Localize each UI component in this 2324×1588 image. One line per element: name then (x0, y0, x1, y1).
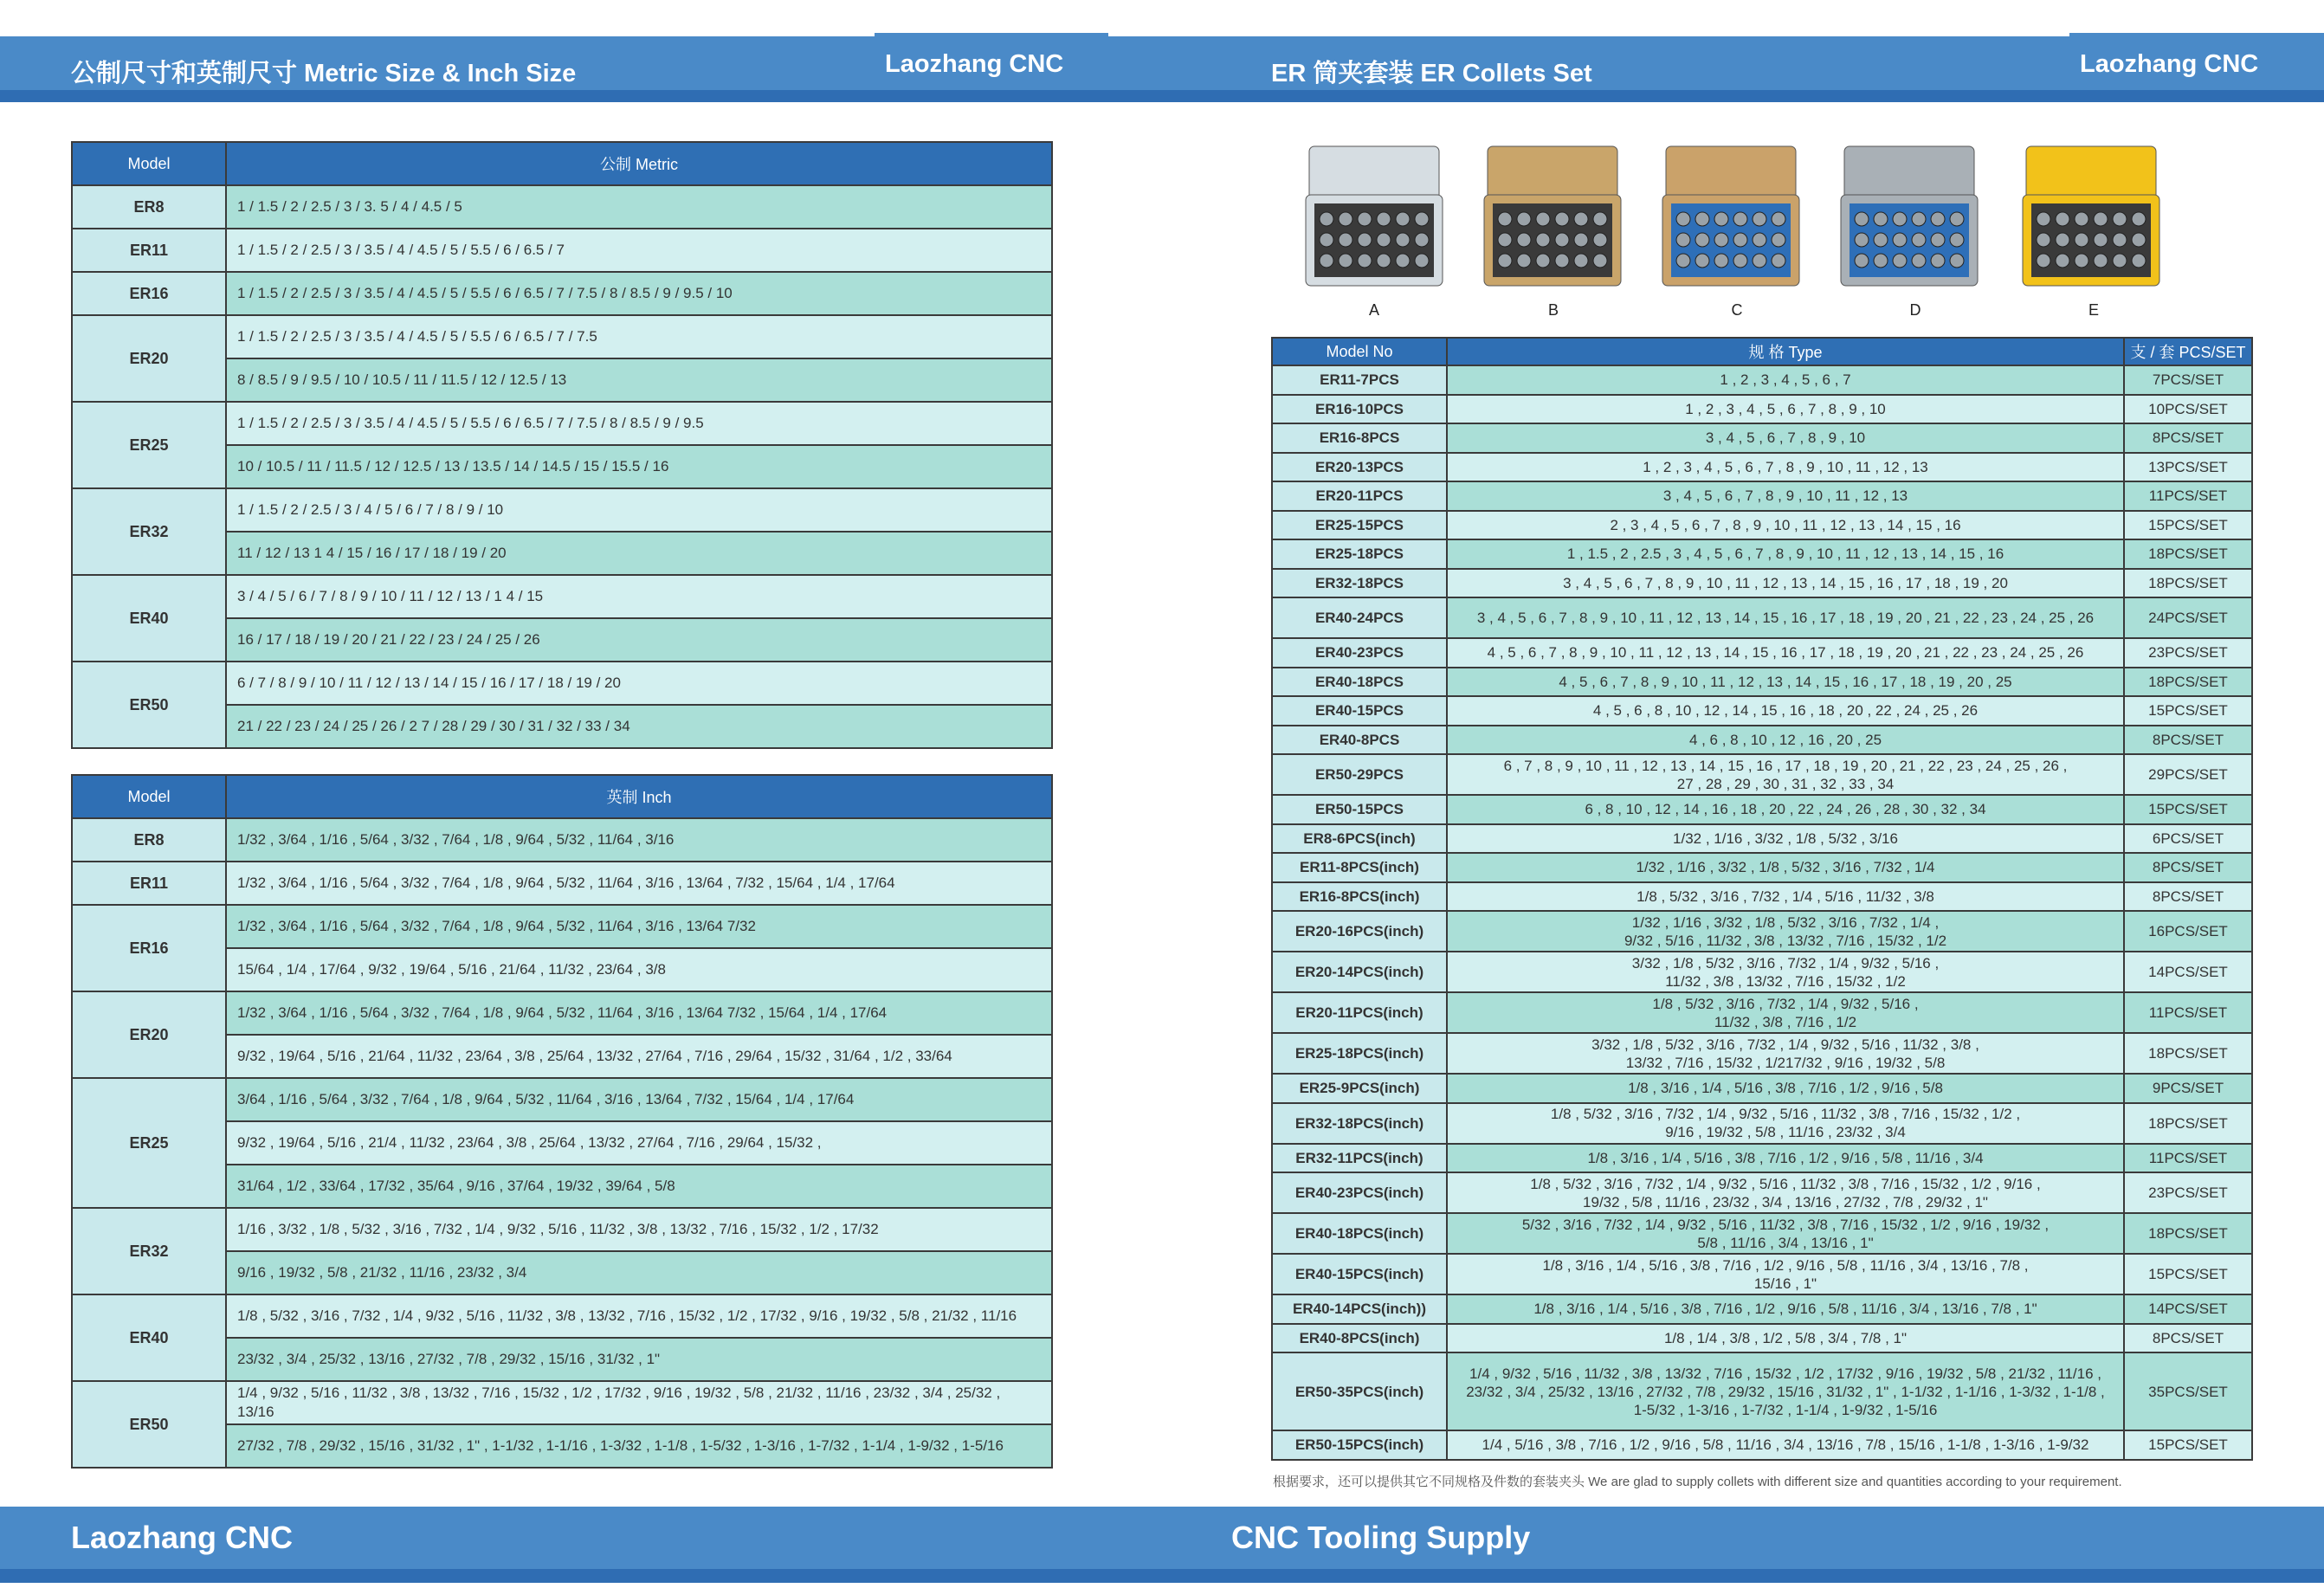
sets-type-cell: 6 , 7 , 8 , 9 , 10 , 11 , 12 , 13 , 14 , 15 , 16 , 17 , 18 , 19 , 20 , 21 , 22 , 23 , 24 , 25 , 26 , 27 , 28 , 29 , 30 , 31 , 32 , 33 , 34 (1447, 754, 2124, 795)
right-page-title: ER 筒夹套装 ER Collets Set (1271, 60, 1592, 87)
sets-model-cell: ER11-7PCS (1272, 365, 1447, 395)
sets-type-cell: 3 , 4 , 5 , 6 , 7 , 8 , 9 , 10 , 11 , 12 , 13 (1447, 481, 2124, 511)
sets-row (1272, 1033, 2252, 1074)
sets-model-cell: ER40-8PCS(inch) (1272, 1324, 1447, 1353)
metric-value-cell: 16 / 17 / 18 / 19 / 20 / 21 / 22 / 23 / 24 / 25 / 26 (226, 618, 1052, 662)
metric-row (72, 272, 1052, 315)
sets-model-cell: ER50-35PCS(inch) (1272, 1352, 1447, 1430)
top-header-stripe (0, 90, 2324, 102)
right-brand-name: Laozhang CNC (2080, 50, 2259, 78)
metric-value-cell: 1 / 1.5 / 2 / 2.5 / 3 / 3.5 / 4 / 4.5 / 5 / 5.5 / 6 / 6.5 / 7 / 7.5 (226, 315, 1052, 358)
sets-type-cell: 1 , 1.5 , 2 , 2.5 , 3 , 4 , 5 , 6 , 7 , 8 , 9 , 10 , 11 , 12 , 13 , 14 , 15 , 16 (1447, 539, 2124, 569)
inch-value-cell: 31/64 , 1/2 , 33/64 , 17/32 , 35/64 , 9/16 , 37/64 , 19/32 , 39/64 , 5/8 (226, 1165, 1052, 1208)
sets-model-cell: ER20-14PCS(inch) (1272, 952, 1447, 992)
sets-model-cell: ER32-18PCS(inch) (1272, 1103, 1447, 1144)
sets-qty-cell: 18PCS/SET (2124, 668, 2252, 697)
metric-model-cell: ER11 (72, 229, 226, 272)
footer-band (0, 1507, 2324, 1569)
sets-type-cell: 1 , 2 , 3 , 4 , 5 , 6 , 7 , 8 , 9 , 10 (1447, 395, 2124, 424)
inch-value-cell: 27/32 , 7/8 , 29/32 , 15/16 , 31/32 , 1" , 1-1/32 , 1-1/16 , 1-3/32 , 1-1/8 , 1-5/32 , 1-3/16 , 1-7/32 , 1-1/4 , 1-9/32 , 1-5/16 (226, 1424, 1052, 1468)
inch-row (72, 1294, 1052, 1338)
sets-type-cell: 3/32 , 1/8 , 5/32 , 3/16 , 7/32 , 1/4 , 9/32 , 5/16 , 11/32 , 3/8 , 13/32 , 7/16 , 15/32 , 1/2 (1447, 952, 2124, 992)
metric-row (72, 402, 1052, 445)
metric-model-cell: ER16 (72, 272, 226, 315)
metric-value-cell: 1 / 1.5 / 2 / 2.5 / 3 / 3.5 / 4 / 4.5 / 5 / 5.5 / 6 / 6.5 / 7 (226, 229, 1052, 272)
collet-case-label: E (2088, 301, 2099, 319)
sets-row (1272, 511, 2252, 540)
inch-model-cell: ER32 (72, 1208, 226, 1294)
inch-model-cell: ER11 (72, 862, 226, 905)
sets-type-cell: 1/8 , 1/4 , 3/8 , 1/2 , 5/8 , 3/4 , 7/8 , 1" (1447, 1324, 2124, 1353)
sets-qty-cell: 15PCS/SET (2124, 1430, 2252, 1460)
sets-row (1272, 453, 2252, 482)
metric-row (72, 488, 1052, 532)
sets-type-cell: 6 , 8 , 10 , 12 , 14 , 16 , 18 , 20 , 22 , 24 , 26 , 28 , 30 , 32 , 34 (1447, 795, 2124, 824)
sets-type-cell: 1/8 , 5/32 , 3/16 , 7/32 , 1/4 , 9/32 , 5/16 , 11/32 , 3/8 , 7/16 , 1/2 (1447, 992, 2124, 1033)
sets-qty-cell: 15PCS/SET (2124, 795, 2252, 824)
metric-model-cell: ER25 (72, 402, 226, 488)
sets-type-cell: 1/8 , 3/16 , 1/4 , 5/16 , 3/8 , 7/16 , 1/2 , 9/16 , 5/8 , 11/16 , 3/4 (1447, 1144, 2124, 1173)
sets-row (1272, 423, 2252, 453)
collet-case-image (1836, 143, 1983, 294)
metric-model-cell: ER32 (72, 488, 226, 575)
sets-row (1272, 395, 2252, 424)
sets-row (1272, 911, 2252, 952)
metric-row (72, 662, 1052, 705)
sets-model-cell: ER20-11PCS(inch) (1272, 992, 1447, 1033)
metric-value-cell: 8 / 8.5 / 9 / 9.5 / 10 / 10.5 / 11 / 11.5 / 12 / 12.5 / 13 (226, 358, 1052, 402)
sets-row (1272, 539, 2252, 569)
metric-row (72, 185, 1052, 229)
sets-row (1272, 824, 2252, 854)
inch-row (72, 905, 1052, 948)
sets-model-cell: ER16-8PCS (1272, 423, 1447, 453)
sets-model-cell: ER40-24PCS (1272, 597, 1447, 638)
sets-type-cell: 1 , 2 , 3 , 4 , 5 , 6 , 7 , 8 , 9 , 10 , 11 , 12 , 13 (1447, 453, 2124, 482)
sets-row (1272, 952, 2252, 992)
inch-model-cell: ER25 (72, 1078, 226, 1208)
sets-qty-cell: 35PCS/SET (2124, 1352, 2252, 1430)
metric-value-cell: 21 / 22 / 23 / 24 / 25 / 26 / 2 7 / 28 / 29 / 30 / 31 / 32 / 33 / 34 (226, 705, 1052, 748)
sets-model-cell: ER40-15PCS(inch) (1272, 1254, 1447, 1294)
inch-col-model: Model (72, 775, 226, 818)
sets-model-cell: ER40-18PCS (1272, 668, 1447, 697)
sets-qty-cell: 11PCS/SET (2124, 992, 2252, 1033)
sets-type-cell: 1/32 , 1/16 , 3/32 , 1/8 , 5/32 , 3/16 (1447, 824, 2124, 854)
collet-case-label: D (1909, 301, 1921, 319)
inch-row (72, 991, 1052, 1035)
inch-value-cell: 23/32 , 3/4 , 25/32 , 13/16 , 27/32 , 7/8 , 29/32 , 15/16 , 31/32 , 1" (226, 1338, 1052, 1381)
inch-row (72, 862, 1052, 905)
sets-type-cell: 4 , 5 , 6 , 7 , 8 , 9 , 10 , 11 , 12 , 13 , 14 , 15 , 16 , 17 , 18 , 19 , 20 , 21 , 22 , 23 , 24 , 25 , 26 (1447, 638, 2124, 668)
collet-case-label: A (1368, 301, 1379, 319)
collet-case-image (1301, 143, 1448, 294)
sets-model-cell: ER20-16PCS(inch) (1272, 911, 1447, 952)
sets-qty-cell: 8PCS/SET (2124, 882, 2252, 912)
metric-value-cell: 1 / 1.5 / 2 / 2.5 / 3 / 3.5 / 4 / 4.5 / 5 / 5.5 / 6 / 6.5 / 7 / 7.5 / 8 / 8.5 / 9 / 9.5 (226, 402, 1052, 445)
sets-row (1272, 1352, 2252, 1430)
sets-model-cell: ER40-23PCS(inch) (1272, 1172, 1447, 1213)
sets-qty-cell: 23PCS/SET (2124, 638, 2252, 668)
inch-value-cell: 9/32 , 19/64 , 5/16 , 21/4 , 11/32 , 23/64 , 3/8 , 25/64 , 13/32 , 27/64 , 7/16 , 29/64 , 15/32 , (226, 1121, 1052, 1165)
sets-type-cell: 1/8 , 3/16 , 1/4 , 5/16 , 3/8 , 7/16 , 1/2 , 9/16 , 5/8 , 11/16 , 3/4 , 13/16 , 7/8 , 15/16 , 1" (1447, 1254, 2124, 1294)
inch-model-cell: ER20 (72, 991, 226, 1078)
sets-row (1272, 1213, 2252, 1254)
sets-type-cell: 4 , 5 , 6 , 7 , 8 , 9 , 10 , 11 , 12 , 13 , 14 , 15 , 16 , 17 , 18 , 19 , 20 , 25 (1447, 668, 2124, 697)
metric-value-cell: 1 / 1.5 / 2 / 2.5 / 3 / 3. 5 / 4 / 4.5 / 5 (226, 185, 1052, 229)
sets-qty-cell: 14PCS/SET (2124, 952, 2252, 992)
collet-case-image (1479, 143, 1626, 294)
sets-type-cell: 1/8 , 3/16 , 1/4 , 5/16 , 3/8 , 7/16 , 1/2 , 9/16 , 5/8 , 11/16 , 3/4 , 13/16 , 7/8 , 1" (1447, 1294, 2124, 1324)
sets-model-cell: ER40-14PCS(inch)) (1272, 1294, 1447, 1324)
sets-type-cell: 3/32 , 1/8 , 5/32 , 3/16 , 7/32 , 1/4 , 9/32 , 5/16 , 11/32 , 3/8 , 13/32 , 7/16 , 15/32 , 1/217/32 , 9/16 , 19/32 , 5/8 (1447, 1033, 2124, 1074)
sets-row (1272, 754, 2252, 795)
sets-row (1272, 882, 2252, 912)
sets-row (1272, 1324, 2252, 1353)
sets-qty-cell: 15PCS/SET (2124, 511, 2252, 540)
sets-qty-cell: 18PCS/SET (2124, 539, 2252, 569)
inch-value-cell: 1/4 , 9/32 , 5/16 , 11/32 , 3/8 , 13/32 , 7/16 , 15/32 , 1/2 , 17/32 , 9/16 , 19/32 , 5/8 , 21/32 , 11/16 , 23/32 , 3/4 , 25/32 , 13/16 (226, 1381, 1052, 1424)
sets-model-cell: ER50-15PCS (1272, 795, 1447, 824)
sets-model-cell: ER50-29PCS (1272, 754, 1447, 795)
sets-row (1272, 1430, 2252, 1460)
sets-row (1272, 1172, 2252, 1213)
sets-qty-cell: 15PCS/SET (2124, 696, 2252, 726)
inch-row (72, 818, 1052, 862)
sets-row (1272, 365, 2252, 395)
metric-value-cell: 1 / 1.5 / 2 / 2.5 / 3 / 3.5 / 4 / 4.5 / 5 / 5.5 / 6 / 6.5 / 7 / 7.5 / 8 / 8.5 / 9 / 9.5 / 10 (226, 272, 1052, 315)
sets-row (1272, 668, 2252, 697)
sets-type-cell: 1/8 , 5/32 , 3/16 , 7/32 , 1/4 , 9/32 , 5/16 , 11/32 , 3/8 , 7/16 , 15/32 , 1/2 , 9/16 , 19/32 , 5/8 , 11/16 , 23/32 , 3/4 , 13/16 , 27/32 , 7/8 , 29/32 , 1" (1447, 1172, 2124, 1213)
metric-model-cell: ER8 (72, 185, 226, 229)
sets-qty-cell: 7PCS/SET (2124, 365, 2252, 395)
sets-row (1272, 1294, 2252, 1324)
metric-value-cell: 6 / 7 / 8 / 9 / 10 / 11 / 12 / 13 / 14 / 15 / 16 / 17 / 18 / 19 / 20 (226, 662, 1052, 705)
sets-qty-cell: 24PCS/SET (2124, 597, 2252, 638)
metric-col-values: 公制 Metric (226, 142, 1052, 185)
sets-model-cell: ER40-23PCS (1272, 638, 1447, 668)
inch-value-cell: 1/32 , 3/64 , 1/16 , 5/64 , 3/32 , 7/64 , 1/8 , 9/64 , 5/32 , 11/64 , 3/16 , 13/64 7/32 , 15/64 , 1/4 , 17/64 (226, 991, 1052, 1035)
collet-case-image (2017, 143, 2165, 294)
sets-model-cell: ER40-15PCS (1272, 696, 1447, 726)
metric-model-cell: ER20 (72, 315, 226, 402)
sets-row (1272, 795, 2252, 824)
sets-model-cell: ER25-18PCS(inch) (1272, 1033, 1447, 1074)
sets-qty-cell: 14PCS/SET (2124, 1294, 2252, 1324)
sets-qty-cell: 8PCS/SET (2124, 1324, 2252, 1353)
inch-value-cell: 1/16 , 3/32 , 1/8 , 5/32 , 3/16 , 7/32 , 1/4 , 9/32 , 5/16 , 11/32 , 3/8 , 13/32 , 7/16 , 15/32 , 1/2 , 17/32 (226, 1208, 1052, 1251)
sets-row (1272, 481, 2252, 511)
sets-qty-cell: 29PCS/SET (2124, 754, 2252, 795)
sets-qty-cell: 8PCS/SET (2124, 853, 2252, 882)
sets-col-qty: 支 / 套 PCS/SET (2124, 338, 2252, 365)
left-page-title: 公制尺寸和英制尺寸 Metric Size & Inch Size (71, 60, 577, 87)
sets-row (1272, 992, 2252, 1033)
sets-type-cell: 1 , 2 , 3 , 4 , 5 , 6 , 7 (1447, 365, 2124, 395)
metric-model-cell: ER50 (72, 662, 226, 748)
metric-model-cell: ER40 (72, 575, 226, 662)
inch-value-cell: 3/64 , 1/16 , 5/64 , 3/32 , 7/64 , 1/8 , 9/64 , 5/32 , 11/64 , 3/16 , 13/64 , 7/32 , 15/64 , 1/4 , 17/64 (226, 1078, 1052, 1121)
inch-value-cell: 9/32 , 19/64 , 5/16 , 21/64 , 11/32 , 23/64 , 3/8 , 25/64 , 13/32 , 27/64 , 7/16 , 29/64 , 15/32 , 31/64 , 1/2 , 33/64 (226, 1035, 1052, 1078)
collet-case-label: C (1731, 301, 1743, 319)
sets-qty-cell: 8PCS/SET (2124, 726, 2252, 755)
sets-type-cell: 1/4 , 9/32 , 5/16 , 11/32 , 3/8 , 13/32 , 7/16 , 15/32 , 1/2 , 17/32 , 9/16 , 19/32 , 5/8 , 21/32 , 11/16 , 23/32 , 3/4 , 25/32 , 13/16 , 27/32 , 7/8 , 29/32 , 15/16 , 31/32 , 1" , 1-1/32 , 1-1/16 , 1-3/32 , 1-1/8 , 1-5/32 , 1-3/16 , 1-7/32 , 1-1/4 , 1-9/32 , 1-5/16 (1447, 1352, 2124, 1430)
sets-type-cell: 3 , 4 , 5 , 6 , 7 , 8 , 9 , 10 , 11 , 12 , 13 , 14 , 15 , 16 , 17 , 18 , 19 , 20 , 21 , 22 , 23 , 24 , 25 , 26 (1447, 597, 2124, 638)
sets-type-cell: 4 , 6 , 8 , 10 , 12 , 16 , 20 , 25 (1447, 726, 2124, 755)
inch-value-cell: 1/32 , 3/64 , 1/16 , 5/64 , 3/32 , 7/64 , 1/8 , 9/64 , 5/32 , 11/64 , 3/16 , 13/64 7/32 (226, 905, 1052, 948)
sets-model-cell: ER16-10PCS (1272, 395, 1447, 424)
sets-qty-cell: 8PCS/SET (2124, 423, 2252, 453)
sets-qty-cell: 18PCS/SET (2124, 1033, 2252, 1074)
inch-value-cell: 15/64 , 1/4 , 17/64 , 9/32 , 19/64 , 5/16 , 21/64 , 11/32 , 23/64 , 3/8 (226, 948, 1052, 991)
sets-qty-cell: 16PCS/SET (2124, 911, 2252, 952)
sets-type-cell: 1/4 , 5/16 , 3/8 , 7/16 , 1/2 , 9/16 , 5/8 , 11/16 , 3/4 , 13/16 , 7/8 , 15/16 , 1-1/8 , 1-3/16 , 1-9/32 (1447, 1430, 2124, 1460)
sets-row (1272, 726, 2252, 755)
sets-row (1272, 696, 2252, 726)
sets-type-cell: 3 , 4 , 5 , 6 , 7 , 8 , 9 , 10 (1447, 423, 2124, 453)
sets-model-cell: ER40-8PCS (1272, 726, 1447, 755)
sets-type-cell: 3 , 4 , 5 , 6 , 7 , 8 , 9 , 10 , 11 , 12 , 13 , 14 , 15 , 16 , 17 , 18 , 19 , 20 (1447, 569, 2124, 598)
sets-model-cell: ER20-13PCS (1272, 453, 1447, 482)
sets-type-cell: 1/8 , 3/16 , 1/4 , 5/16 , 3/8 , 7/16 , 1/2 , 9/16 , 5/8 (1447, 1074, 2124, 1103)
sets-qty-cell: 23PCS/SET (2124, 1172, 2252, 1213)
sets-model-cell: ER32-11PCS(inch) (1272, 1144, 1447, 1173)
metric-value-cell: 1 / 1.5 / 2 / 2.5 / 3 / 4 / 5 / 6 / 7 / 8 / 9 / 10 (226, 488, 1052, 532)
sets-type-cell: 1/32 , 1/16 , 3/32 , 1/8 , 5/32 , 3/16 , 7/32 , 1/4 (1447, 853, 2124, 882)
metric-row (72, 575, 1052, 618)
sets-row (1272, 597, 2252, 638)
sets-qty-cell: 13PCS/SET (2124, 453, 2252, 482)
sets-model-cell: ER32-18PCS (1272, 569, 1447, 598)
sets-qty-cell: 6PCS/SET (2124, 824, 2252, 854)
sets-model-cell: ER20-11PCS (1272, 481, 1447, 511)
sets-qty-cell: 15PCS/SET (2124, 1254, 2252, 1294)
sets-row (1272, 569, 2252, 598)
metric-row (72, 229, 1052, 272)
sets-col-model: Model No (1272, 338, 1447, 365)
sets-qty-cell: 18PCS/SET (2124, 569, 2252, 598)
inch-value-cell: 1/8 , 5/32 , 3/16 , 7/32 , 1/4 , 9/32 , 5/16 , 11/32 , 3/8 , 13/32 , 7/16 , 15/32 , 1/2 , 17/32 , 9/16 , 19/32 , 5/8 , 21/32 , 11/16 (226, 1294, 1052, 1338)
sets-qty-cell: 18PCS/SET (2124, 1103, 2252, 1144)
inch-size-table (71, 774, 1053, 1469)
sets-model-cell: ER11-8PCS(inch) (1272, 853, 1447, 882)
inch-row (72, 1078, 1052, 1121)
sets-model-cell: ER50-15PCS(inch) (1272, 1430, 1447, 1460)
sets-type-cell: 4 , 5 , 6 , 8 , 10 , 12 , 14 , 15 , 16 , 18 , 20 , 22 , 24 , 25 , 26 (1447, 696, 2124, 726)
footer-tagline: CNC Tooling Supply (1231, 1520, 1531, 1555)
sets-model-cell: ER25-9PCS(inch) (1272, 1074, 1447, 1103)
footer-stripe (0, 1569, 2324, 1583)
sets-type-cell: 1/8 , 5/32 , 3/16 , 7/32 , 1/4 , 5/16 , 11/32 , 3/8 (1447, 882, 2124, 912)
sets-type-cell: 1/32 , 1/16 , 3/32 , 1/8 , 5/32 , 3/16 , 7/32 , 1/4 , 9/32 , 5/16 , 11/32 , 3/8 , 13/32 , 7/16 , 15/32 , 1/2 (1447, 911, 2124, 952)
collet-case-image (1657, 143, 1804, 294)
sets-model-cell: ER16-8PCS(inch) (1272, 882, 1447, 912)
sets-row (1272, 638, 2252, 668)
sets-row (1272, 1144, 2252, 1173)
footer-brand: Laozhang CNC (71, 1520, 293, 1555)
sets-col-type: 规 格 Type (1447, 338, 2124, 365)
left-brand-name: Laozhang CNC (885, 50, 1064, 78)
metric-row (72, 315, 1052, 358)
inch-value-cell: 1/32 , 3/64 , 1/16 , 5/64 , 3/32 , 7/64 , 1/8 , 9/64 , 5/32 , 11/64 , 3/16 , 13/64 , 7/32 , 15/64 , 1/4 , 17/64 (226, 862, 1052, 905)
inch-value-cell: 1/32 , 3/64 , 1/16 , 5/64 , 3/32 , 7/64 , 1/8 , 9/64 , 5/32 , 11/64 , 3/16 (226, 818, 1052, 862)
sets-type-cell: 1/8 , 5/32 , 3/16 , 7/32 , 1/4 , 9/32 , 5/16 , 11/32 , 3/8 , 7/16 , 15/32 , 1/2 , 9/16 , 19/32 , 5/8 , 11/16 , 23/32 , 3/4 (1447, 1103, 2124, 1144)
inch-model-cell: ER8 (72, 818, 226, 862)
inch-row (72, 1381, 1052, 1424)
sets-model-cell: ER8-6PCS(inch) (1272, 824, 1447, 854)
sets-type-cell: 5/32 , 3/16 , 7/32 , 1/4 , 9/32 , 5/16 , 11/32 , 3/8 , 7/16 , 15/32 , 1/2 , 9/16 , 19/32 , 5/8 , 11/16 , 3/4 , 13/16 , 1" (1447, 1213, 2124, 1254)
inch-row (72, 1208, 1052, 1251)
inch-model-cell: ER16 (72, 905, 226, 991)
collet-case-label: B (1547, 301, 1559, 319)
sets-qty-cell: 10PCS/SET (2124, 395, 2252, 424)
sets-qty-cell: 18PCS/SET (2124, 1213, 2252, 1254)
collet-sets-table (1271, 337, 2253, 1461)
inch-col-values: 英制 Inch (226, 775, 1052, 818)
metric-size-table (71, 141, 1053, 749)
metric-value-cell: 10 / 10.5 / 11 / 11.5 / 12 / 12.5 / 13 / 13.5 / 14 / 14.5 / 15 / 15.5 / 16 (226, 445, 1052, 488)
sets-row (1272, 853, 2252, 882)
sets-model-cell: ER40-18PCS(inch) (1272, 1213, 1447, 1254)
metric-col-model: Model (72, 142, 226, 185)
metric-value-cell: 11 / 12 / 13 1 4 / 15 / 16 / 17 / 18 / 19 / 20 (226, 532, 1052, 575)
inch-model-cell: ER50 (72, 1381, 226, 1468)
sets-model-cell: ER25-15PCS (1272, 511, 1447, 540)
sets-row (1272, 1074, 2252, 1103)
inch-value-cell: 9/16 , 19/32 , 5/8 , 21/32 , 11/16 , 23/32 , 3/4 (226, 1251, 1052, 1294)
sets-qty-cell: 11PCS/SET (2124, 481, 2252, 511)
sets-row (1272, 1254, 2252, 1294)
supply-note: 根据要求，还可以提供其它不同规格及件数的套装夹头 We are glad to supply collets with different size and quantities according to your requirement. (1273, 1475, 2122, 1489)
metric-value-cell: 3 / 4 / 5 / 6 / 7 / 8 / 9 / 10 / 11 / 12 / 13 / 1 4 / 15 (226, 575, 1052, 618)
sets-model-cell: ER25-18PCS (1272, 539, 1447, 569)
sets-qty-cell: 9PCS/SET (2124, 1074, 2252, 1103)
sets-qty-cell: 11PCS/SET (2124, 1144, 2252, 1173)
inch-model-cell: ER40 (72, 1294, 226, 1381)
sets-row (1272, 1103, 2252, 1144)
sets-type-cell: 2 , 3 , 4 , 5 , 6 , 7 , 8 , 9 , 10 , 11 , 12 , 13 , 14 , 15 , 16 (1447, 511, 2124, 540)
